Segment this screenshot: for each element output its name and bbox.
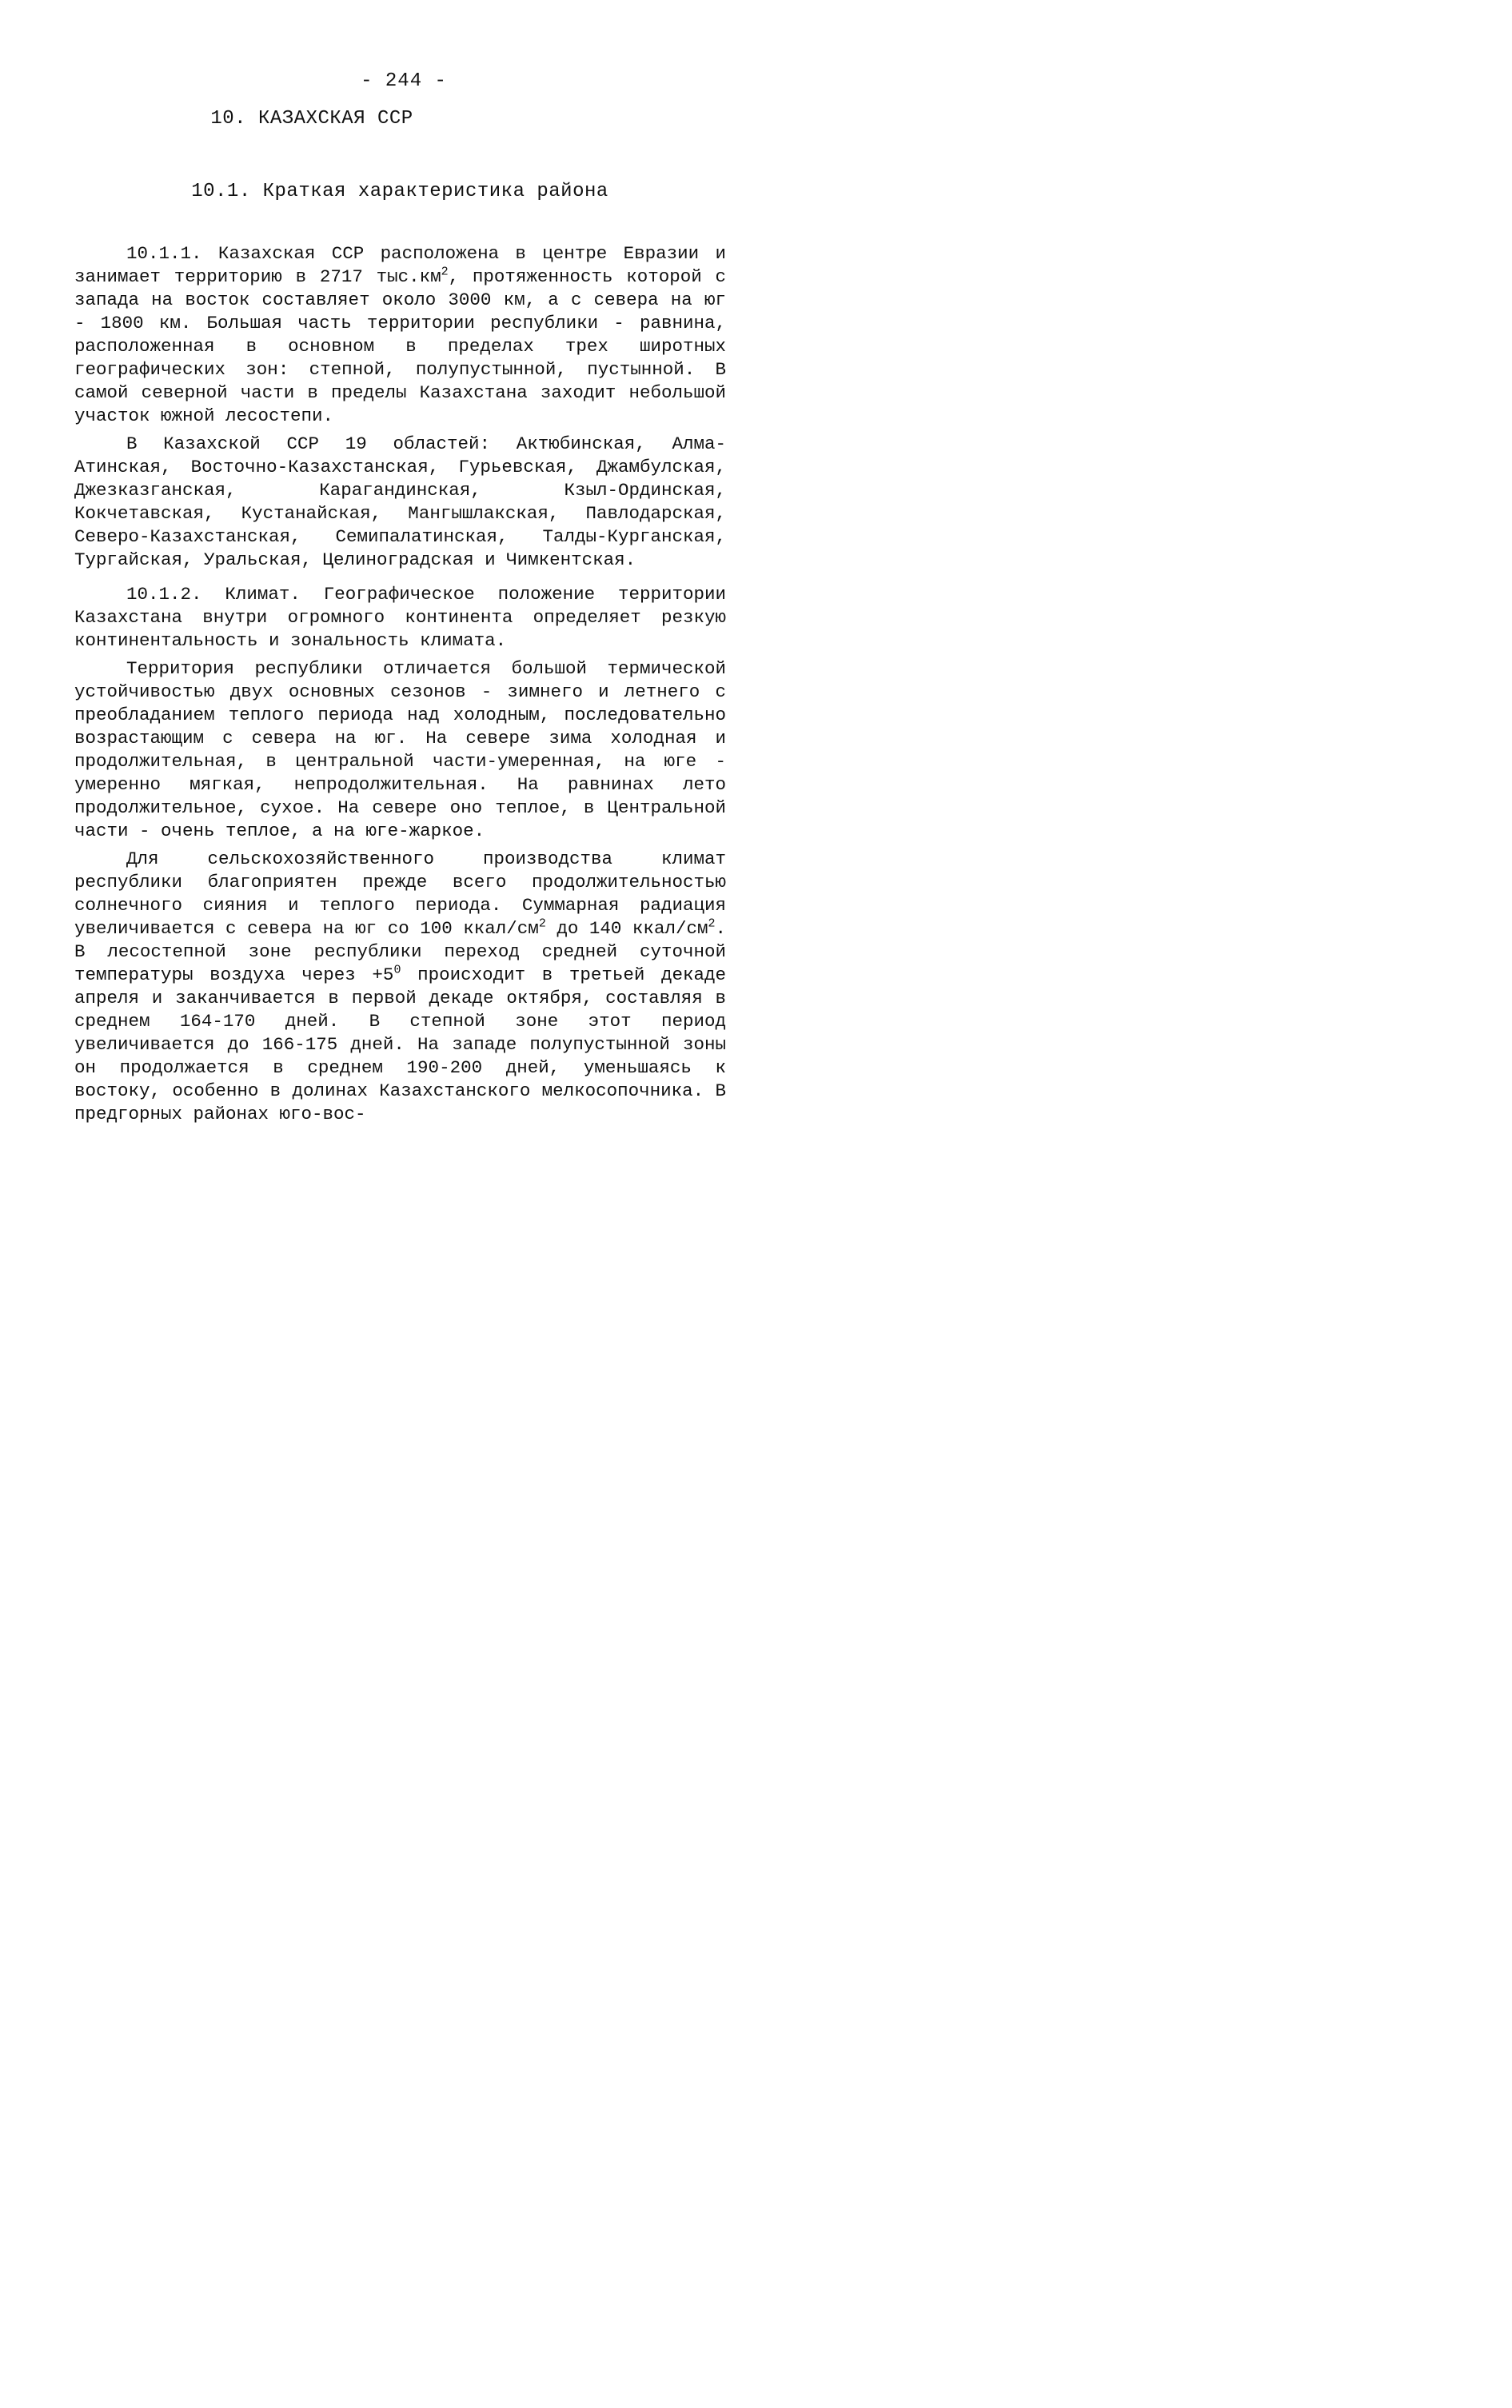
superscript: 2	[441, 265, 449, 279]
paragraph-seasons: Территория республики отличается большой термической устойчивостью двух основных сезонов - зимнего и летнего с преобладанием теплого периода над холодным, последовательно возрастающим с севера на юг. На севере зима холодная и продолжительная, в центральной части-умеренная, на юге - умеренно мягкая, непродолжительная. На равнинах лето продолжительное, сухое. На севере оно теплое, в Центральной части - очень теплое, а на юге-жаркое.	[74, 658, 726, 841]
paragraph-text: . В лесостепной зоне республики переход средней суточной температуры воздуха через +5	[74, 918, 726, 985]
paragraph-text: 10.1.1. Казахская ССР расположена в центре Евразии и занимает территорию в 2717 тыс.км	[74, 243, 726, 287]
paragraph-text: происходит в третьей декаде апреля и заканчивается в первой декаде октября, составляя в среднем 164-170 дней. В степной зоне этот период увеличивается до 166-175 дней. На западе полупустынной зоны он продолжается в среднем 190-200 дней, уменьшаясь к востоку, особенно в долинах Казахстанского мелкосопочника. В предгорных районах юго-вос-	[74, 964, 727, 1124]
paragraph-text: до 140 ккал/см	[545, 918, 708, 939]
superscript: 0	[393, 963, 401, 977]
page-number: - 244 -	[361, 70, 447, 92]
paragraph-overview	[74, 242, 726, 428]
paragraph-text: Для сельскохозяйственного производства климат республики благоприятен прежде всего продолжительностью солнечного сияния и теплого периода. Суммарная радиация увеличивается с севера на юг со 100 ккал/см	[74, 849, 726, 939]
paragraph-agriculture	[74, 848, 726, 1126]
body-text	[74, 242, 726, 1126]
paragraph-regions: В Казахской ССР 19 областей: Актюбинская, Алма-Атинская, Восточно-Казахстанская, Гурьевская, Джамбулская, Джезказганская, Карагандинская, Кзыл-Ординская, Кокчетавская, Кустанайская, Мангышлакская, Павлодарская, Северо-Казахстанская, Семипалатинская, Талды-Курганская, Тургайская, Уральская, Целиноградская и Чимкентская.	[74, 433, 726, 570]
superscript: 2	[708, 916, 716, 931]
chapter-title: 10. КАЗАХСКАЯ ССР	[210, 108, 413, 130]
paragraph-text: , протяженность которой с запада на восток составляет около 3000 км, а с севера на юг - 1800 км. Большая часть территории республики - равнина, расположенная в основном в пределах трех широтных географических зон: степной, полупустынной, пустынной. В самой северной части в пределы Казахстана заходит небольшой участок южной лесостепи.	[74, 266, 727, 426]
paragraph-climate: 10.1.2. Климат. Географическое положение территории Казахстана внутри огромного континента определяет резкую континентальность и зональность климата.	[74, 584, 726, 651]
section-title: 10.1. Краткая характеристика района	[191, 181, 608, 202]
superscript: 2	[538, 916, 546, 931]
